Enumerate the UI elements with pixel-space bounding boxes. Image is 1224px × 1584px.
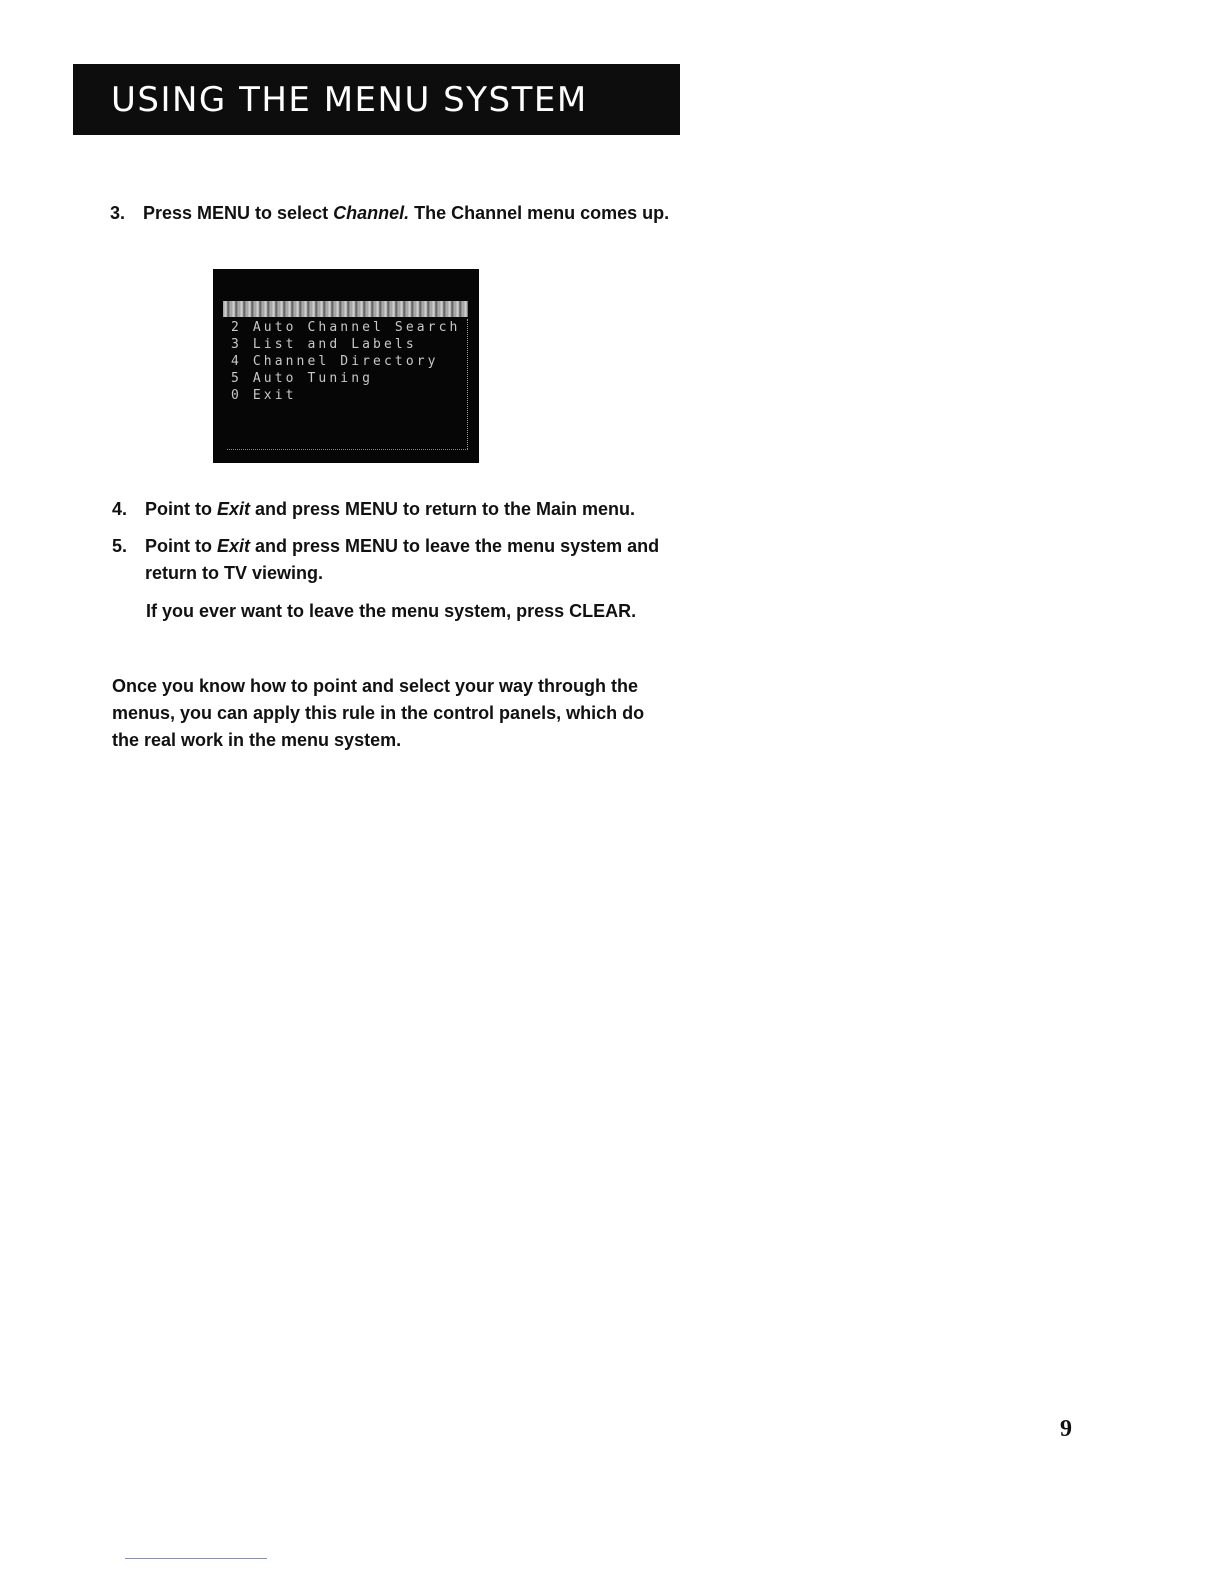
page-title: USING THE MENU SYSTEM xyxy=(111,79,588,120)
page-number: 9 xyxy=(1060,1416,1072,1442)
step-3 xyxy=(110,200,710,228)
menu-item-auto-channel-search: 2 Auto Channel Search xyxy=(231,320,461,335)
menu-item-channel-directory: 4 Channel Directory xyxy=(231,354,439,369)
channel-menu-list xyxy=(231,319,460,404)
step-text-before: Point to xyxy=(145,499,217,519)
menu-item-exit: 0 Exit xyxy=(231,388,297,403)
step-text xyxy=(145,533,705,587)
step-number: 5. xyxy=(112,536,128,556)
step-text-italic: Exit xyxy=(216,499,250,519)
menu-item-list-and-labels: 3 List and Labels xyxy=(231,337,417,352)
step-4 xyxy=(112,496,712,524)
step-5 xyxy=(112,533,712,589)
step-text-after: and press MENU to leave the menu system and return to TV viewing. xyxy=(145,536,660,583)
step-text-after: and press MENU to return to the Main menu. xyxy=(250,499,636,519)
channel-menu-screenshot xyxy=(213,269,479,463)
step-text xyxy=(145,496,705,523)
step-number: 3. xyxy=(110,203,126,223)
step-text xyxy=(143,200,703,227)
step-text-italic: Channel. xyxy=(333,203,410,223)
step-text-italic: Exit xyxy=(216,536,250,556)
clear-note: If you ever want to leave the menu system, press CLEAR. xyxy=(146,601,637,621)
step-number: 4. xyxy=(112,499,128,519)
step-text-after: The Channel menu comes up. xyxy=(409,203,670,223)
step-text-before: Point to xyxy=(145,536,217,556)
menu-frame-right xyxy=(467,319,469,449)
page-header xyxy=(73,64,680,135)
step-text-before: Press MENU to select xyxy=(143,203,334,223)
menu-frame-bottom xyxy=(227,449,468,451)
menu-item-auto-tuning: 5 Auto Tuning xyxy=(231,371,374,386)
menu-title-bar xyxy=(223,301,468,317)
closing-paragraph: Once you know how to point and select your way through the menus, you can apply this rule in the control panels, which do the real work in the menu system. xyxy=(112,676,645,750)
footer-rule xyxy=(125,1558,267,1559)
